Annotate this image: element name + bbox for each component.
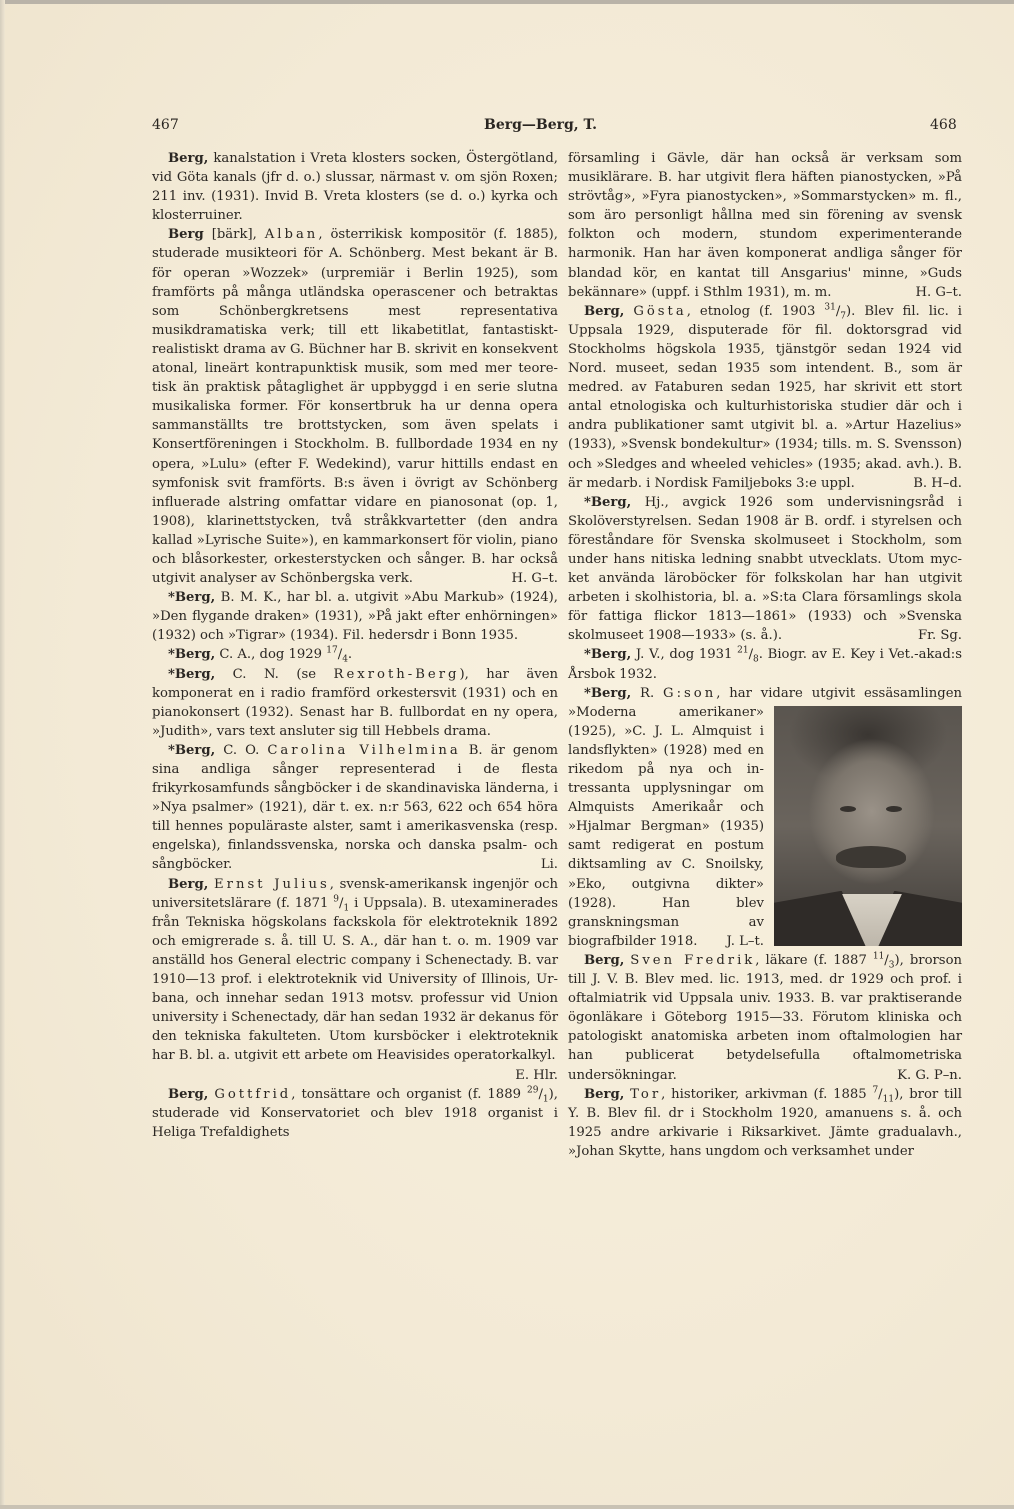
date-month: 4	[342, 655, 348, 666]
author-signature: J. L–t.	[726, 933, 764, 949]
entry-tail: ), studerade vid Konservatoriet och blev 1918 organist i Heliga Trefaldighets	[152, 1086, 558, 1140]
headword: Berg	[168, 227, 204, 243]
entry-text: essäsamlingen »Moderna amerikaner» (1925), »C. J. L. Almquist i landsflykten» (1928) med en rikedom på nya och intressanta upplysningar om Almquists Amerikaår och »Hjalmar Bergman» (1935) samt redigerat en postum diktsamling av C. Snoilsky, »Eko, outgivna dikter» (1928). Han blev granskningsman av biografbilder 1918.	[568, 685, 962, 949]
headword: *Berg,	[168, 647, 216, 663]
entry-berg-kanalstation	[152, 149, 558, 225]
date-day: 21	[737, 646, 749, 657]
date-day: 11	[872, 951, 885, 962]
entry-berg-sven-fredrik: Berg, Sven Fredrik, läkare (f. 1887 $^{11}/_3$), brorson till J. V. B. Blev med. lic. 1913, med. dr 1929 och prof. i oftalmiatrik vid Uppsala univ. 1933. B. var praktiserande ögonläkare i Göteborg 1915—33. Förutom kliniska och patologiskt anatomiska arbeten inom oftalmologien har han publicerat betydelsefulla oftalmometriska undersökningar. K. G. P–n.	[568, 951, 962, 1085]
running-title: Berg—Berg, T.	[484, 117, 598, 133]
entry-berg-jv: *Berg, J. V., dog 1931 $^{21}/_8$. Biogr. av E. Key i Vet.-akad:s Årsbok 1932.	[568, 646, 962, 682]
entry-text: , svensk-amerikansk ingenjör och universitetslärare (f. 1871	[152, 876, 558, 911]
headword: *Berg,	[584, 647, 632, 663]
entry-text: församling i Gävle, där han också är verksam som musiklärare. B. har utgivit flera häften pianostycken, »På strövtåg», »Fyra pianostycken», »Sommarstycken» m. fl., som äro personligt hållna med sin förening av svensk folkton och modern, stundom experimenterande harmonik. Han har även komponerat andliga sånger för blandad kör, en kantat till Ansgarius' minne, »Guds bekännare» (uppf. i Sthlm 1931), m. m.	[568, 151, 962, 300]
spaced-name: Tor	[630, 1086, 662, 1102]
entry-text: B. M. K., har bl. a. utgivit »Abu Markub» (1924), »Den flygande draken» (1931), »På jakt efter enhörningen» (1932) och »Tigrar» (1934). Fil. hedersdr i Bonn 1935.	[152, 590, 558, 644]
scan-edge-top	[0, 0, 1014, 4]
headword: *Berg,	[584, 685, 632, 701]
entry-berg-gosta: Berg, Gösta, etnolog (f. 1903 $^{31}/_7$). Blev fil. lic. i Uppsala 1929, disputerade för fil. doktorsgrad vid Stockholms högskola 1935, tjänstgör sedan 1924 vid Nord. museet, sedan 1935 som intendent. B., som är medred. av Fataburen sedan 1925, har skrivit ett stort antal etnologiska och kulturhistoriska studier där och i andra publikationer samt utgivit bl. a. »Artur Hazelius» (1933), »Svensk bondekultur» (1934; tills. m. S. Svensson) och »Sledges and wheeled vehicles» (1935; akad. avh.). B. är medarb. i Nordisk Familjeboks 3:e uppl. B. H–d.	[568, 302, 962, 493]
portrait-photo	[774, 706, 962, 946]
entry-text: J. V., dog 1931	[631, 647, 738, 663]
entry-berg-ernst-julius: Berg, Ernst Julius, svensk-amerikansk ingenjör och universitetslärare (f. 1871 $^9/_1$ i Uppsala). B. utexaminerades från Tekniska högskolans fackskola för elektroteknik 1892 och emigrerade s. å. till U. S. A., där han t. o. m. 1909 var anställd hos General electric company i Schenectady. B. var 1910—13 prof. i elektroteknik vid University of Illinois, Urbana, och innehar sedan 1913 motsv. professur vid Union university i Schenectady, där han sedan 1932 är dekanus för den tekniska fakulteten. Utom kursböcker i elektroteknik har B. bl. a. utgivit ett arbete om Heavisides operatorkalkyl. E. Hlr.	[152, 875, 558, 1066]
date-month: 11	[882, 1094, 895, 1105]
entry-pre: C. O.	[215, 742, 268, 758]
entry-berg-cn	[152, 665, 558, 741]
spaced-name: Gösta	[633, 303, 687, 319]
headword: Berg,	[168, 876, 209, 892]
headword: Berg,	[584, 1086, 625, 1102]
scan-edge-left	[0, 0, 5, 1509]
entry-tail: ), bror till Y. B. Blev fil. dr i Stockholm 1920, amanuens s. å. och 1925 andre arkivarie i Riksarkivet. Jämte gradualavh., »Johan Skytte, hans ungdom och verksamhet under	[568, 1086, 962, 1159]
date-month: 7	[840, 311, 847, 322]
page-number-right: 468	[930, 117, 957, 133]
entry-text: , etnolog (f. 1903	[686, 303, 825, 319]
date-day: 29	[527, 1085, 539, 1096]
entry-text: Hj., avgick 1926 som undervisningsråd i Skolöverstyrelsen. Sedan 1908 är B. ordf. i styrelsen och föreståndare för Svenska skolmuseet i Stockholm, som under hans nitiska ledning snabbt utvecklats. Utom mycket använda läroböcker för folkskolan har han utgivit arbeten i skolhistoria, bl. a. »S:ta Clara församlings skola för fattiga flickor 1813—1861» (1933) och »Svenska skolmuseet 1908—1933» (s. å.).	[568, 494, 962, 644]
date-month: 8	[753, 655, 759, 666]
headword: *Berg,	[168, 590, 216, 606]
entry-berg-gottfrid-continued	[568, 149, 962, 302]
entry-text: C. A., dog 1929	[215, 647, 327, 663]
entry-tail: .	[347, 647, 353, 663]
entry-pre: [bärk],	[203, 227, 265, 243]
spaced-name: Gottfrid	[214, 1086, 292, 1102]
spaced-name: Rexroth-Berg	[333, 666, 460, 682]
spaced-name: Carolina Vilhelmina	[267, 742, 461, 758]
date-month: 1	[343, 903, 350, 914]
author-signature: Li.	[540, 857, 558, 873]
entry-text: kanalstation i Vreta klosters socken, Östergötland, vid Göta kanals (jfr d. o.) slussar, närmast v. om sjön Roxen; 211 inv. (1931). Invid B. Vreta klosters (se d. o.) kyrka och klosterruiner.	[152, 151, 558, 224]
entry-tail: . Biogr. av E. Key i Vet.-akad:s Årsbok 1932.	[568, 647, 962, 682]
headword: *Berg,	[168, 666, 216, 682]
left-column	[152, 149, 558, 1142]
entry-pre	[624, 304, 633, 319]
headword: *Berg,	[584, 494, 632, 510]
date-day: 31	[824, 302, 836, 313]
spaced-name: Alban	[264, 227, 319, 243]
author-signature: K. G. P–n.	[897, 1067, 962, 1083]
entry-tail: ). Blev fil. lic. i Uppsala 1929, disputerade för fil. doktorsgrad vid Stockholms högskola 1935, tjänstgör sedan 1924 vid Nord. museet, sedan 1935 som intendent. B., som är medred. av Fataburen sedan 1925, har skrivit ett stort antal etnologiska och kulturhistoriska studier där och i andra publikationer samt utgivit bl. a. »Artur Hazelius» (1933), »Svensk bondekultur» (1934; tills. m. S. Svensson) och »Sledges and wheeled vehicles» (1935; akad. avh.). B. är medarb. i Nordisk Familjeboks 3:e uppl.	[568, 303, 962, 491]
headword: *Berg,	[168, 742, 216, 758]
entry-text: , läkare (f. 1887	[755, 952, 873, 968]
portrait-eye	[886, 806, 902, 812]
entry-berg-tor: Berg, Tor, historiker, arkivman (f. 1885 $^7/_{11}$), bror till Y. B. Blev fil. dr i Stockholm 1920, amanuens s. å. och 1925 andre arkivarie i Riksarkivet. Jämte gradualavh., »Johan Skytte, hans ungdom och verksamhet under	[568, 1085, 962, 1159]
spaced-name: Sven Fredrik	[630, 952, 756, 968]
headword: Berg,	[168, 1086, 209, 1102]
date-day: 7	[872, 1085, 879, 1096]
entry-text: , historiker, arkivman (f. 1885	[661, 1086, 873, 1102]
headword: Berg,	[168, 151, 209, 166]
author-signature: B. H–d.	[913, 475, 962, 491]
entry-pre: C. N. (se	[215, 666, 334, 682]
headword: Berg,	[584, 952, 625, 968]
author-signature: H. G–t.	[511, 571, 558, 587]
portrait-mustache	[836, 846, 906, 868]
entry-berg-co	[152, 741, 558, 875]
headword: Berg,	[584, 303, 625, 319]
date-month: 3	[888, 960, 895, 971]
entry-text-lead: , har vidare utgivit	[716, 685, 856, 701]
date-day: 9	[333, 894, 339, 905]
entry-berg-gottfrid: Berg, Gottfrid, tonsättare och organist (f. 1889 $^{29}/_1$), studerade vid Konservatoriet och blev 1918 organist i Heliga Trefaldighets	[152, 1085, 558, 1140]
portrait-eye	[840, 806, 856, 812]
entry-berg-bmk	[152, 588, 558, 645]
author-signature: Fr. Sg.	[917, 628, 962, 644]
spaced-name: G:son	[663, 685, 717, 701]
entry-tail: i Uppsala). B. utexaminerades från Tekniska högskolans fackskola för elektroteknik 1892 och emigrerade s. å. till U. S. A., där han t. o. m. 1909 var anställd hos General electric company i Schenectady. B. var 1910—13 prof. i elektroteknik vid University of Illinois, Urbana, och innehar sedan 1913 motsv. professur vid Union university i Schenectady, där han sedan 1932 är dekanus för den tekniska fakulteten. Utom kursböcker i elektroteknik har B. bl. a. utgivit ett arbete om Heavisides operatorkalkyl.	[152, 895, 558, 1064]
date-day: 17	[326, 646, 338, 657]
scan-edge-bottom	[0, 1505, 1014, 1509]
entry-berg-alban	[152, 225, 558, 588]
author-signature: H. G–t.	[915, 284, 962, 300]
entry-text: ), har även komponerat en i radio framförd orkestersvit (1931) och en pianokonsert (1932). Senast har B. fullbordat en ny opera, »Judith», vars text ansluter sig till Hebbels drama.	[152, 666, 558, 739]
entry-tail: ), brorson till J. V. B. Blev med. lic. 1913, med. dr 1929 och prof. i oftalmiatrik vid Uppsala univ. 1933. B. var praktiserande ögonläkare i Göteborg 1915—33. Förutom kliniska och patologiskt anatomiska arbeten inom oftalmologien har han publicerat betydelsefulla oftalmometriska undersökningar.	[568, 952, 963, 1083]
entry-pre: R.	[631, 685, 664, 701]
spaced-name: Ernst Julius	[214, 876, 330, 892]
entry-text: , österrikisk kompositör (f. 1885), studerade musikteori för A. Schönberg. Mest bekant är B. för operan »Wozzek» (urpremiär i Berlin 1925), som framförts på många utländska operascener och betraktas som Schönbergkretsens mest representativa musikdramatiska verk; till ett likabetitlat, fantastiskt-realistiskt drama av G. Büchner har B. skrivit en konsekvent atonal, lineärt kontrapunktisk musik, som med mer teoretisk än praktisk påtaglighet är uppbyggd i en serie slutna musikaliska former. För konsertbruk ha ur denna opera sammanställts tre brottstycken, som även spelats i Konsertföreningen i Stockholm. B. fullbordade 1934 en ny opera, »Lulu» (efter F. Wedekind), varur hittills endast en symfonisk svit framförts. B:s även i övrigt av Schönberg influerade alstring omfattar vidare en pianosonat (op. 1, 1908), klarinettstycken, två stråkkvartetter (den andra kallad »Lyrische Suite»), en kammarkonsert för violin, piano och blåsorkester, orkesterstycken och sånger. B. har också utgivit analyser av Schönbergska verk.	[152, 227, 559, 587]
right-column	[568, 149, 962, 1161]
entry-text: B. är genom sina andliga sånger representerad i de flesta frikyrkosamfunds sångböcker i de skandinaviska länderna, i »Nya psalmer» (1921), där t. ex. n:r 563, 622 och 654 höra till hennes populäraste alster, samt i amerikasvenska (resp. engelska), finlandssvenska, norska och danska psalm- och sångböcker.	[152, 742, 559, 873]
page-number-left: 467	[152, 117, 179, 133]
author-signature: E. Hlr.	[515, 1067, 558, 1083]
entry-berg-ca: *Berg, C. A., dog 1929 $^{17}/_4$.	[168, 646, 353, 666]
entry-text: , tonsättare och organist (f. 1889	[291, 1086, 528, 1102]
entry-berg-r-gson	[568, 684, 962, 951]
entry-berg-hj	[568, 493, 962, 646]
date-month: 1	[542, 1094, 549, 1105]
